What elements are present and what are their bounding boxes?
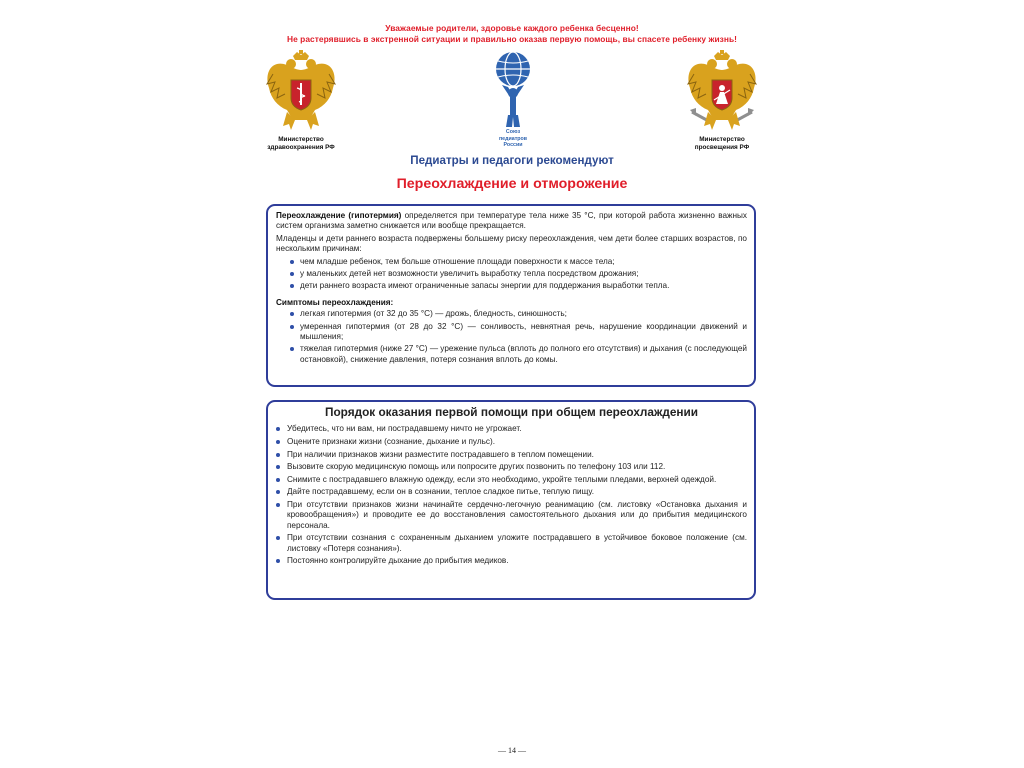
list-item: чем младше ребенок, тем больше отношение площади поверхности к массе тела;: [290, 257, 747, 267]
definition-paragraph: [276, 211, 747, 232]
first-aid-box: [266, 400, 756, 600]
union-pediatricians-logo-icon: [488, 49, 538, 129]
list-item: у маленьких детей нет возможности увеличить выработку тепла посредством дрожания;: [290, 269, 747, 279]
label-line: просвещения РФ: [694, 144, 750, 151]
ministry-education-label: [657, 136, 787, 152]
list-item: легкая гипотермия (от 32 до 35 °C) — дрожь, бледность, синюшность;: [290, 309, 747, 319]
label-line: здравоохранения РФ: [267, 144, 335, 151]
list-item: Убедитесь, что ни вам, ни пострадавшему ничто не угрожает.: [276, 424, 747, 434]
label-line: Министерство: [278, 136, 324, 143]
hypothermia-info-box: [266, 204, 756, 387]
risk-paragraph: Младенцы и дети раннего возраста подвержены большему риску переохлаждения, чем дети более старших возрастов, по нескольким причинам:: [276, 233, 747, 254]
list-item: дети раннего возраста имеют ограниченные запасы энергии для поддержания выработки тепла.: [290, 281, 747, 291]
header-line-1: Уважаемые родители, здоровье каждого ребенка бесценно!: [385, 23, 639, 33]
ministry-education-emblem-icon: [684, 50, 760, 134]
page-number: — 14 —: [498, 746, 526, 755]
list-item: Постоянно контролируйте дыхание до прибытия медиков.: [276, 556, 747, 566]
label-line: Министерство: [699, 136, 745, 143]
symptoms-heading: Симптомы переохлаждения:: [276, 297, 394, 307]
label-line: педиатров: [498, 135, 528, 142]
symptoms-list: [276, 309, 747, 365]
list-item: Оцените признаки жизни (сознание, дыхание и пульс).: [276, 437, 747, 447]
subtitle: Педиатры и педагоги рекомендуют: [410, 154, 614, 167]
list-item: При отсутствии сознания с сохраненным дыханием уложите пострадавшего в устойчивое боковое положение (см. листовку «Потеря сознания»).: [276, 533, 747, 554]
list-item: При отсутствии признаков жизни начинайте сердечно-легочную реанимацию (см. листовку «Остановка дыхания и кровообращения») и проводите ее до восстановления самостоятельного дыхания или до прибытия медицинского персонала.: [276, 500, 747, 531]
header-line-2: Не растерявшись в экстренной ситуации и правильно оказав первую помощь, вы спасете ребенку жизнь!: [286, 34, 738, 44]
first-aid-steps-list: [276, 424, 747, 566]
list-item: тяжелая гипотермия (ниже 27 °C) — урежение пульса (вплоть до полного его отсутствия) и дыхания (с последующей остановкой), снижение давления, потеря сознания вплоть до комы.: [290, 344, 747, 365]
list-item: При наличии признаков жизни разместите пострадавшего в теплом помещении.: [276, 450, 747, 460]
label-line: России: [503, 142, 523, 148]
label-line: Союз: [505, 129, 521, 135]
list-item: Вызовите скорую медицинскую помощь или попросите других позвонить по телефону 103 или 112.: [276, 462, 747, 472]
ministry-health-emblem-icon: [263, 50, 339, 134]
first-aid-title: Порядок оказания первой помощи при общем переохлаждении: [324, 405, 699, 419]
list-item: Дайте пострадавшему, если он в сознании, теплое сладкое питье, теплую пищу.: [276, 487, 747, 497]
definition-term: Переохлаждение (гипотермия): [276, 211, 402, 220]
list-item: Снимите с пострадавшего влажную одежду, если это необходимо, укройте теплыми пледами, верхней одеждой.: [276, 475, 747, 485]
list-item: умеренная гипотермия (от 28 до 32 °C) — сонливость, невнятная речь, нарушение координации движений и мышления;: [290, 322, 747, 343]
union-pediatricians-label: [473, 129, 553, 149]
reasons-list: [276, 257, 747, 292]
definition-text: определяется при температуре тела ниже 35 °C, при которой работа жизненно важных систем организма заметно снижается или вообще прекращается.: [276, 211, 747, 231]
page-title: Переохлаждение и отморожение: [396, 176, 628, 192]
ministry-health-label: [236, 136, 366, 152]
